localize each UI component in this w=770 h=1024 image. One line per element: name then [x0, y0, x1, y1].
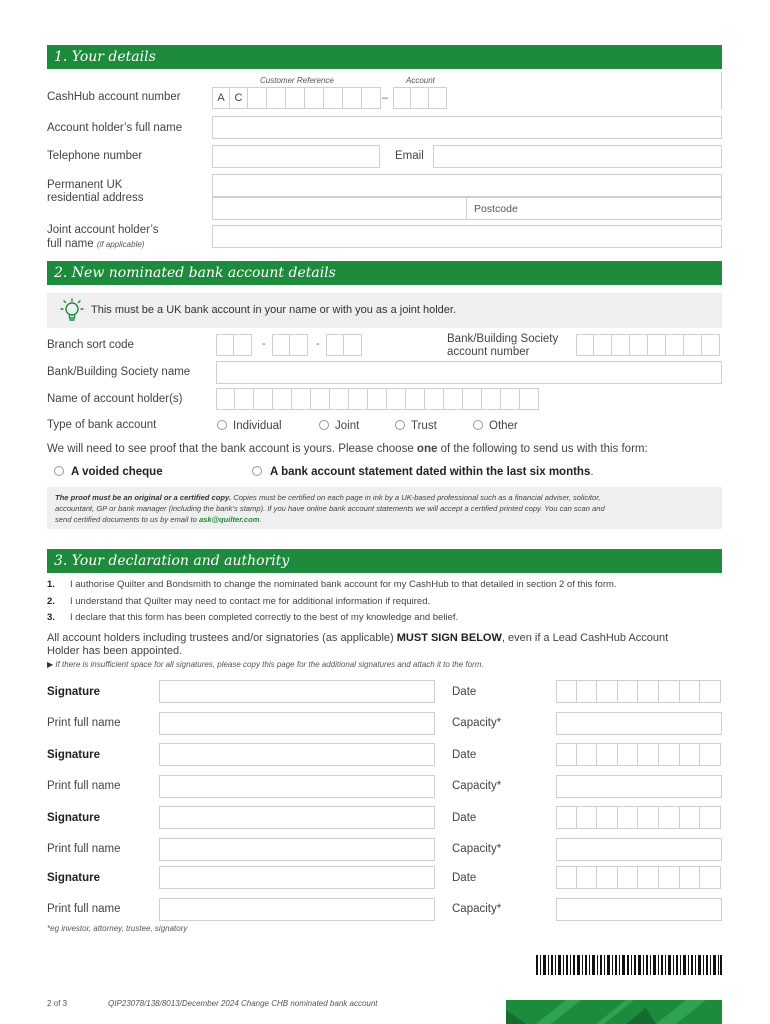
- account-holder-cells[interactable]: [216, 388, 539, 410]
- form-reference: QIP23078/138/8013/December 2024 Change CHB nominated bank account: [108, 999, 378, 1008]
- bank-name-field[interactable]: [216, 361, 722, 384]
- footer-brand-bar: [506, 1000, 722, 1024]
- acct-num-cell[interactable]: [594, 334, 612, 356]
- declaration-text: I authorise Quilter and Bondsmith to change the nominated bank account for my CashHub to that detailed in section 2 of this form.: [70, 579, 617, 590]
- ref-cell[interactable]: [324, 87, 343, 109]
- joint-label-note: (if applicable): [96, 240, 145, 249]
- holder-cell[interactable]: [425, 388, 444, 410]
- joint-name-field[interactable]: [212, 225, 722, 248]
- date-label: Date: [452, 812, 477, 824]
- account-number-cells[interactable]: [576, 334, 720, 356]
- capacity-label: Capacity*: [452, 717, 502, 729]
- barcode-image: [536, 955, 722, 975]
- date-cell[interactable]: [680, 680, 701, 703]
- holder-cell[interactable]: [387, 388, 406, 410]
- acct-num-cell[interactable]: [630, 334, 648, 356]
- sort-cell[interactable]: [326, 334, 344, 356]
- date-cell[interactable]: [700, 866, 721, 889]
- sort-cell[interactable]: [216, 334, 234, 356]
- print-name-label: Print full name: [47, 903, 121, 915]
- date-cell[interactable]: [659, 806, 680, 829]
- insufficient-text: If there is insufficient space for all signatures, please copy this page for the additional signatures and attach it to the form.: [55, 660, 484, 669]
- date-cell[interactable]: [556, 866, 577, 889]
- sort-cell[interactable]: [234, 334, 252, 356]
- proof-note-line-2: accountant, GP or bank manager (including the bank’s stamp). If you have online bank account statements we will accept a certified printed copy. You can scan and: [55, 504, 605, 513]
- ref-cell[interactable]: [305, 87, 324, 109]
- date-cell[interactable]: [638, 680, 659, 703]
- proof-post: of the following to send us with this form:: [437, 443, 648, 455]
- holder-cell[interactable]: [216, 388, 235, 410]
- proof-note: [47, 487, 722, 529]
- date-cell[interactable]: [638, 866, 659, 889]
- ref-cell[interactable]: [248, 87, 267, 109]
- lightbulb-icon: [59, 297, 85, 323]
- signature-label: Signature: [47, 749, 101, 761]
- holder-cell[interactable]: [482, 388, 501, 410]
- radio-voided-cheque[interactable]: [54, 466, 64, 476]
- sort-code-cells-3[interactable]: [326, 334, 362, 356]
- ref-cell[interactable]: [286, 87, 305, 109]
- account-holder-label: Name of account holder(s): [47, 393, 183, 405]
- date-cells[interactable]: [556, 806, 721, 829]
- proof-note-text-3: send certified documents to us by email to: [55, 515, 199, 524]
- page-number: 2 of 3: [47, 999, 68, 1008]
- joint-label-text: full name: [47, 238, 94, 250]
- joint-label-1: Joint account holder’s: [47, 224, 159, 236]
- holder-cell[interactable]: [368, 388, 387, 410]
- proof-note-line-3: [55, 514, 714, 525]
- footnote: *eg investor, attorney, trustee, signatory: [47, 924, 188, 933]
- radio-other[interactable]: [473, 420, 483, 430]
- signature-label: Signature: [47, 812, 101, 824]
- declaration-number: 2.: [47, 596, 55, 607]
- date-cells[interactable]: [556, 743, 721, 766]
- divider: [721, 72, 722, 110]
- ref-cell[interactable]: C: [230, 87, 248, 109]
- date-cell[interactable]: [638, 806, 659, 829]
- date-cell[interactable]: [638, 743, 659, 766]
- acct-num-cell[interactable]: [666, 334, 684, 356]
- print-name-field[interactable]: [159, 898, 435, 921]
- reference-dash: –: [382, 92, 389, 104]
- sort-dash: -: [262, 338, 266, 350]
- holder-cell[interactable]: [501, 388, 520, 410]
- date-cell[interactable]: [556, 680, 577, 703]
- date-cell[interactable]: [577, 866, 598, 889]
- capacity-field[interactable]: [556, 838, 722, 861]
- print-name-label: Print full name: [47, 843, 121, 855]
- section-1-header: 1. Your details: [47, 45, 722, 69]
- date-cells[interactable]: [556, 866, 721, 889]
- date-cell[interactable]: [659, 680, 680, 703]
- holder-cell[interactable]: [444, 388, 463, 410]
- print-name-label: Print full name: [47, 780, 121, 792]
- declaration-text: I understand that Quilter may need to contact me for additional information if required.: [70, 596, 431, 607]
- divider: [466, 197, 467, 220]
- radio-joint-label: Joint: [335, 420, 360, 432]
- customer-reference-caption: Customer Reference: [260, 76, 334, 85]
- ref-cell[interactable]: [343, 87, 362, 109]
- holder-cell[interactable]: [330, 388, 349, 410]
- all-holders-line-2: Holder has been appointed.: [47, 645, 183, 657]
- all-holders-post: , even if a Lead CashHub Account: [501, 632, 669, 644]
- signature-label: Signature: [47, 872, 101, 884]
- address-label-2: residential address: [47, 192, 144, 204]
- holder-cell[interactable]: [349, 388, 368, 410]
- date-cell[interactable]: [680, 806, 701, 829]
- date-cell[interactable]: [618, 866, 639, 889]
- holder-cell[interactable]: [520, 388, 539, 410]
- print-name-label: Print full name: [47, 717, 121, 729]
- account-number-label-2: account number: [447, 346, 530, 358]
- must-sign-bold: MUST SIGN BELOW: [396, 632, 502, 644]
- email-link[interactable]: ask@quilter.com: [198, 515, 260, 524]
- acct-num-cell[interactable]: [648, 334, 666, 356]
- holder-cell[interactable]: [406, 388, 425, 410]
- date-cell[interactable]: [556, 806, 577, 829]
- date-label: Date: [452, 749, 477, 761]
- date-cell[interactable]: [700, 680, 721, 703]
- capacity-label: Capacity*: [452, 903, 502, 915]
- voided-cheque-label: A voided cheque: [71, 466, 163, 478]
- date-cell[interactable]: [597, 680, 618, 703]
- print-name-field[interactable]: [159, 712, 435, 735]
- proof-pre: We will need to see proof that the bank account is yours. Please choose: [47, 443, 417, 455]
- acct-cell[interactable]: [411, 87, 429, 109]
- date-label: Date: [452, 872, 477, 884]
- signature-field[interactable]: [159, 866, 435, 889]
- proof-note-line-1: [55, 492, 714, 503]
- all-holders-line-1: [47, 632, 668, 644]
- acct-cell[interactable]: [429, 87, 447, 109]
- date-cell[interactable]: [618, 743, 639, 766]
- bank-statement-text: A bank account statement dated within the last six months: [270, 466, 591, 478]
- brand-pattern-icon: [506, 1000, 722, 1024]
- cashhub-account-cells[interactable]: [393, 87, 447, 109]
- sort-code-cells-2[interactable]: [272, 334, 308, 356]
- email-field[interactable]: [433, 145, 722, 168]
- date-cells[interactable]: [556, 680, 721, 703]
- cashhub-account-label: CashHub account number: [47, 91, 181, 103]
- holder-cell[interactable]: [273, 388, 292, 410]
- account-number-label-1: Bank/Building Society: [447, 333, 559, 345]
- radio-individual-label: Individual: [233, 420, 282, 432]
- radio-individual[interactable]: [217, 420, 227, 430]
- print-name-field[interactable]: [159, 838, 435, 861]
- insufficient-note: [47, 660, 484, 669]
- arrow-right-icon: ▶: [47, 660, 54, 669]
- holder-cell[interactable]: [235, 388, 254, 410]
- print-name-field[interactable]: [159, 775, 435, 798]
- full-name-field[interactable]: [212, 116, 722, 139]
- email-label: Email: [395, 150, 424, 162]
- capacity-field[interactable]: [556, 712, 722, 735]
- date-cell[interactable]: [680, 866, 701, 889]
- holder-cell[interactable]: [254, 388, 273, 410]
- capacity-field[interactable]: [556, 775, 722, 798]
- proof-note-text-1: Copies must be certified on each page in ink by a UK-based professional such as a financial adviser, solicitor,: [231, 493, 601, 502]
- date-cell[interactable]: [659, 866, 680, 889]
- date-cell[interactable]: [680, 743, 701, 766]
- declaration-text: I declare that this form has been completed correctly to the best of my knowledge and belief.: [70, 612, 459, 623]
- sort-cell[interactable]: [344, 334, 362, 356]
- declaration-number: 3.: [47, 612, 55, 623]
- sort-dash: -: [316, 338, 320, 350]
- proof-instruction: [47, 443, 648, 455]
- capacity-label: Capacity*: [452, 780, 502, 792]
- full-name-label: Account holder’s full name: [47, 122, 183, 134]
- info-note: [47, 293, 722, 328]
- date-cell[interactable]: [597, 743, 618, 766]
- holder-cell[interactable]: [463, 388, 482, 410]
- ref-cell[interactable]: [362, 87, 381, 109]
- acct-cell[interactable]: [393, 87, 411, 109]
- radio-bank-statement[interactable]: [252, 466, 262, 476]
- sort-cell[interactable]: [272, 334, 290, 356]
- date-cell[interactable]: [700, 743, 721, 766]
- signature-field[interactable]: [159, 806, 435, 829]
- address-label-1: Permanent UK: [47, 179, 123, 191]
- date-cell[interactable]: [556, 743, 577, 766]
- date-cell[interactable]: [700, 806, 721, 829]
- postcode-label: Postcode: [474, 203, 518, 215]
- date-cell[interactable]: [577, 743, 598, 766]
- capacity-label: Capacity*: [452, 843, 502, 855]
- acct-num-cell[interactable]: [576, 334, 594, 356]
- all-holders-pre: All account holders including trustees and/or signatories (as applicable): [47, 632, 397, 644]
- telephone-field[interactable]: [212, 145, 380, 168]
- address-line-1-field[interactable]: [212, 174, 722, 197]
- date-cell[interactable]: [618, 680, 639, 703]
- proof-note-end: .: [259, 515, 262, 524]
- account-type-label: Type of bank account: [47, 419, 157, 431]
- signature-label: Signature: [47, 686, 101, 698]
- ref-cell[interactable]: A: [212, 87, 230, 109]
- radio-trust-label: Trust: [411, 420, 437, 432]
- section-3-header: 3. Your declaration and authority: [47, 549, 722, 573]
- section-2-header: 2. New nominated bank account details: [47, 261, 722, 285]
- telephone-label: Telephone number: [47, 150, 143, 162]
- radio-trust[interactable]: [395, 420, 405, 430]
- info-text: This must be a UK bank account in your name or with you as a joint holder.: [91, 304, 457, 316]
- signature-field[interactable]: [159, 743, 435, 766]
- date-cell[interactable]: [659, 743, 680, 766]
- sort-code-cells-1[interactable]: [216, 334, 252, 356]
- capacity-field[interactable]: [556, 898, 722, 921]
- joint-label-2: [47, 238, 144, 250]
- date-cell[interactable]: [597, 806, 618, 829]
- barcode-icon: [536, 955, 722, 975]
- bank-name-label: Bank/Building Society name: [47, 366, 191, 378]
- date-cell[interactable]: [597, 866, 618, 889]
- address-line-2-field[interactable]: [212, 197, 722, 220]
- account-caption: Account: [406, 76, 435, 85]
- holder-cell[interactable]: [311, 388, 330, 410]
- cashhub-reference-cells[interactable]: [212, 87, 381, 109]
- radio-joint[interactable]: [319, 420, 329, 430]
- date-cell[interactable]: [577, 806, 598, 829]
- acct-num-cell[interactable]: [684, 334, 702, 356]
- sort-code-label: Branch sort code: [47, 339, 134, 351]
- bank-statement-label: [270, 466, 594, 478]
- declaration-number: 1.: [47, 579, 55, 590]
- date-cell[interactable]: [618, 806, 639, 829]
- proof-bold: one: [416, 443, 438, 455]
- bank-statement-end: .: [590, 466, 594, 478]
- ref-cell[interactable]: [267, 87, 286, 109]
- acct-num-cell[interactable]: [702, 334, 720, 356]
- sort-cell[interactable]: [290, 334, 308, 356]
- date-cell[interactable]: [577, 680, 598, 703]
- date-label: Date: [452, 686, 477, 698]
- holder-cell[interactable]: [292, 388, 311, 410]
- radio-other-label: Other: [489, 420, 518, 432]
- signature-field[interactable]: [159, 680, 435, 703]
- acct-num-cell[interactable]: [612, 334, 630, 356]
- proof-note-bold: The proof must be an original or a certified copy.: [55, 493, 232, 502]
